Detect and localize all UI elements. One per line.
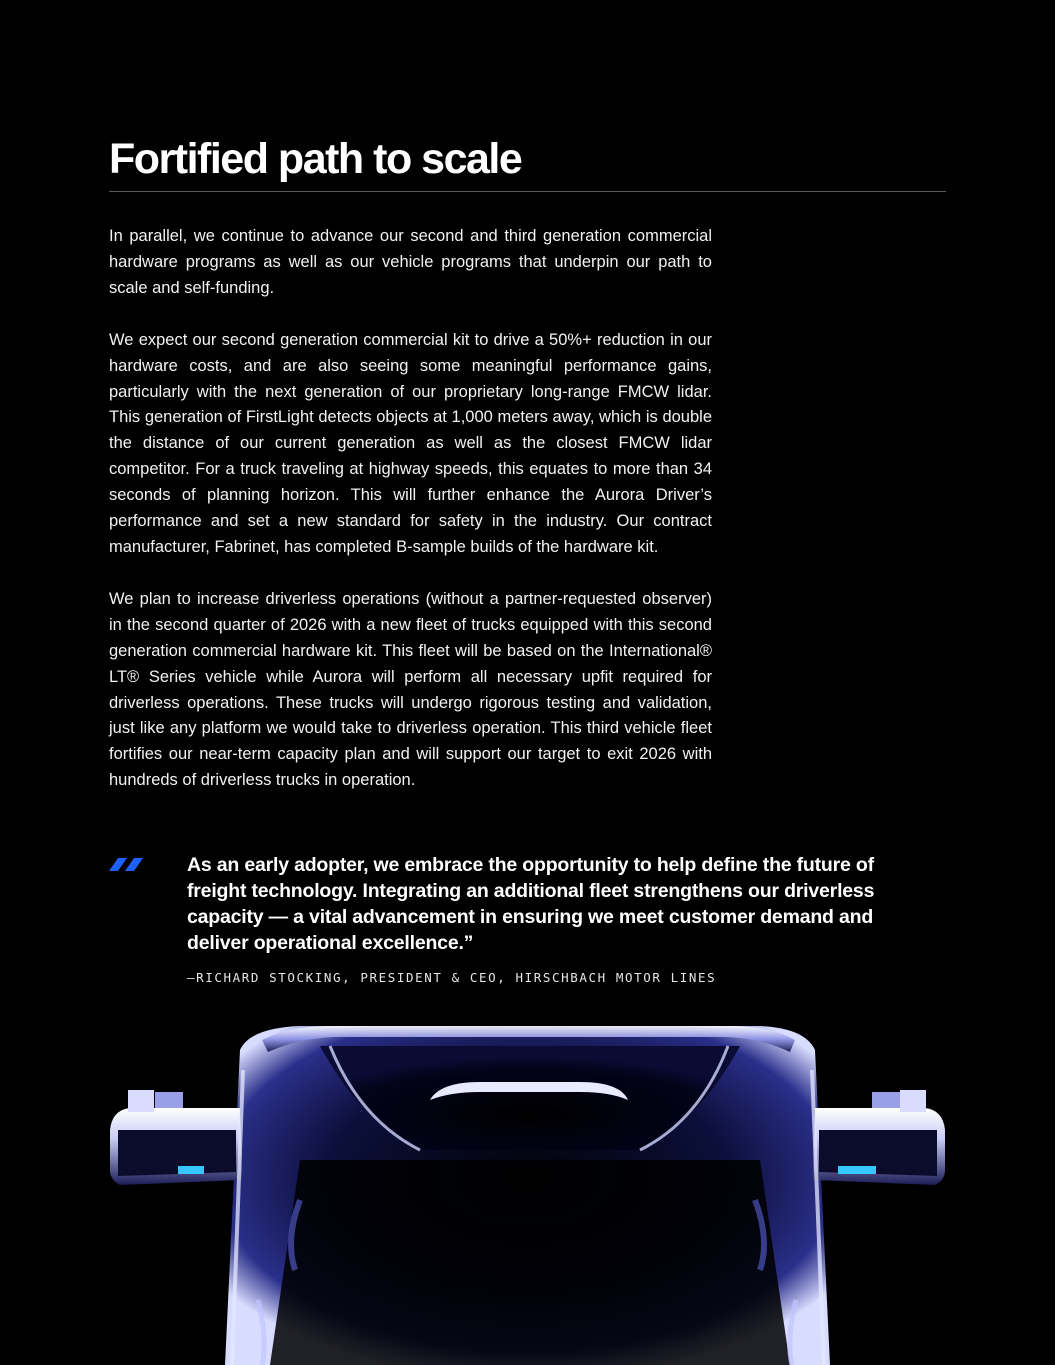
paragraph-driverless-operations: We plan to increase driverless operations (without a partner-requested observer) in the second quarter of 2026 with a new fleet of trucks equipped with this second generation commercial hardware kit. This fleet will be based on the International® LT® Series vehicle while Aurora will perform all necessary upfit required for driverless operations. These trucks will undergo rigorous testing and validation, just like any platform we would take to driverless operation. This third vehicle fleet fortifies our near-term capacity plan and will support our target to exit 2026 with hundreds of driverless trucks in operation.	[109, 589, 712, 790]
truck-front-image	[0, 1010, 1055, 1365]
title-divider	[109, 191, 946, 192]
double-slash-quote-icon	[108, 852, 146, 876]
quote-attribution: —RICHARD STOCKING, PRESIDENT & CEO, HIRSCHBACH MOTOR LINES	[187, 970, 717, 985]
paragraph-hardware-programs: In parallel, we continue to advance our second and third generation commercial hardware programs as well as our vehicle programs that underpin our path to scale and self-funding.	[109, 227, 712, 297]
pull-quote: As an early adopter, we embrace the opportunity to help define the future of freight technology. Integrating an additional fleet strengthens our driverless capacity — a vital advancement in ensuring we meet customer demand and deliver operational excellence.”	[187, 854, 875, 954]
body-text	[109, 224, 712, 820]
paragraph-commercial-kit: We expect our second generation commercial kit to drive a 50%+ reduction in our hardware costs, and are also seeing some meaningful performance gains, particularly with the next generation of our proprietary long-range FMCW lidar. This generation of FirstLight detects objects at 1,000 meters away, which is double the distance of our current generation as well as the closest FMCW lidar competitor. For a truck traveling at highway speeds, this equates to more than 34 seconds of planning horizon. This will further enhance the Aurora Driver’s performance and set a new standard for safety in the industry. Our contract manufacturer, Fabrinet, has completed B-sample builds of the hardware kit.	[109, 330, 712, 556]
page-title: Fortified path to scale	[109, 135, 522, 183]
